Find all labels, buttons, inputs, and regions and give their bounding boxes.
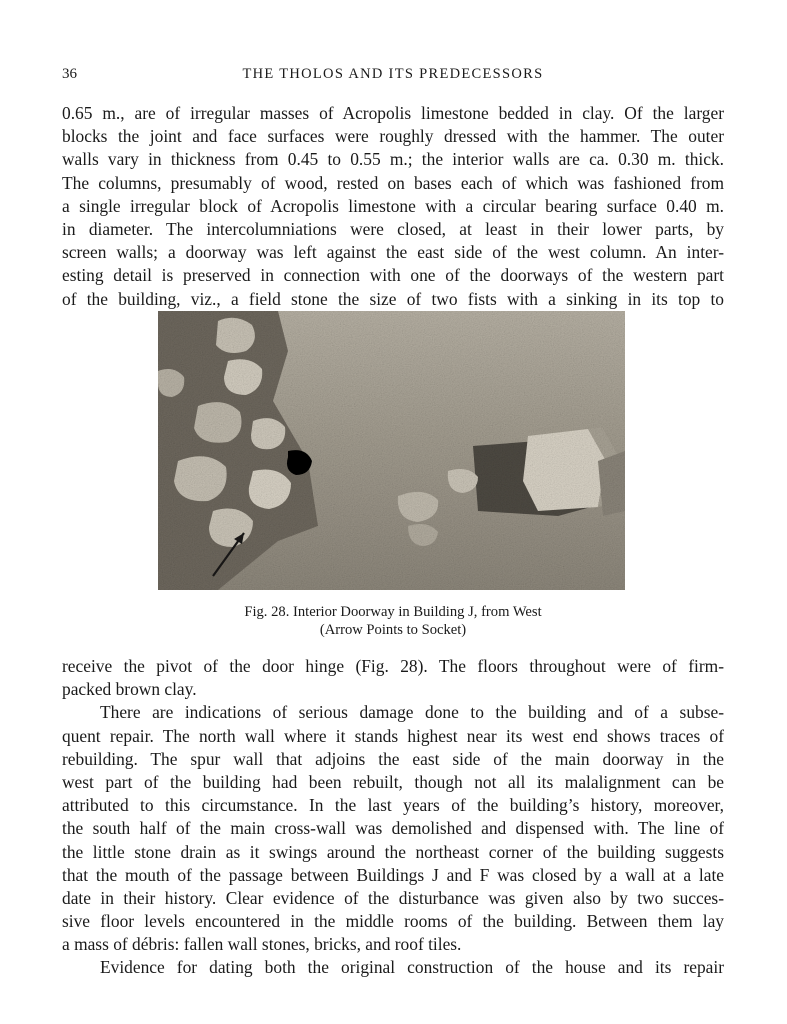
- text-line: packed brown clay.: [62, 679, 197, 700]
- text-line: west part of the building had been rebuilt, though not all its malalignment can be: [62, 771, 724, 792]
- text-line: esting detail is preserved in connection with one of the doorways of the western part: [62, 265, 724, 286]
- body-paragraph-rest: [62, 655, 724, 980]
- figure-photograph: [158, 311, 625, 590]
- text-line: walls vary in thickness from 0.45 to 0.55 m.; the interior walls are ca. 0.30 m. thick.: [62, 149, 724, 170]
- text-line: blocks the joint and face surfaces were roughly dressed with the hammer. The outer: [62, 126, 724, 147]
- body-paragraph-top: [62, 102, 724, 311]
- caption-line: (Arrow Points to Socket): [319, 622, 467, 638]
- text-line: a single irregular block of Acropolis limestone with a circular bearing surface 0.40 m.: [62, 195, 724, 216]
- text-line: rebuilding. The spur wall that adjoins the east side of the main doorway in the: [62, 748, 724, 769]
- text-line: 0.65 m., are of irregular masses of Acropolis limestone bedded in clay. Of the larger: [62, 103, 724, 123]
- text-line: quent repair. The north wall where it stands highest near its west end shows traces of: [62, 725, 724, 746]
- running-head: THE THOLOS AND ITS PREDECESSORS: [242, 66, 544, 82]
- text-line: the little stone drain as it swings around the northeast corner of the building suggests: [62, 841, 724, 862]
- caption-line: Fig. 28. Interior Doorway in Building J, from West: [244, 604, 542, 620]
- text-line: a mass of débris: fallen wall stones, bricks, and roof tiles.: [62, 934, 462, 955]
- text-line: that the mouth of the passage between Buildings J and F was closed by a wall at a late: [62, 864, 724, 885]
- text-line: receive the pivot of the door hinge (Fig. 28). The floors throughout were of firm-: [62, 656, 724, 676]
- page-number: 36: [62, 66, 77, 82]
- text-line: of the building, viz., a field stone the size of two fists with a sinking in its top to: [62, 288, 724, 309]
- text-line: in diameter. The intercolumniations were closed, at least in their lower parts, by: [62, 218, 724, 239]
- text-line: There are indications of serious damage done to the building and of a subse-: [100, 702, 724, 723]
- text-line: Evidence for dating both the original construction of the house and its repair: [100, 957, 724, 978]
- page-header: [62, 66, 724, 88]
- figure-caption: [62, 603, 724, 639]
- text-line: sive floor levels encountered in the middle rooms of the building. Between them lay: [62, 911, 724, 932]
- text-line: the south half of the main cross-wall was demolished and dispensed with. The line of: [62, 818, 724, 839]
- text-line: attributed to this circumstance. In the last years of the building’s history, moreover,: [62, 795, 724, 816]
- text-line: date in their history. Clear evidence of the disturbance was given also by two succes-: [62, 887, 724, 908]
- text-line: screen walls; a doorway was left against the east side of the west column. An inter-: [62, 242, 724, 263]
- text-line: The columns, presumably of wood, rested on bases each of which was fashioned from: [62, 172, 724, 193]
